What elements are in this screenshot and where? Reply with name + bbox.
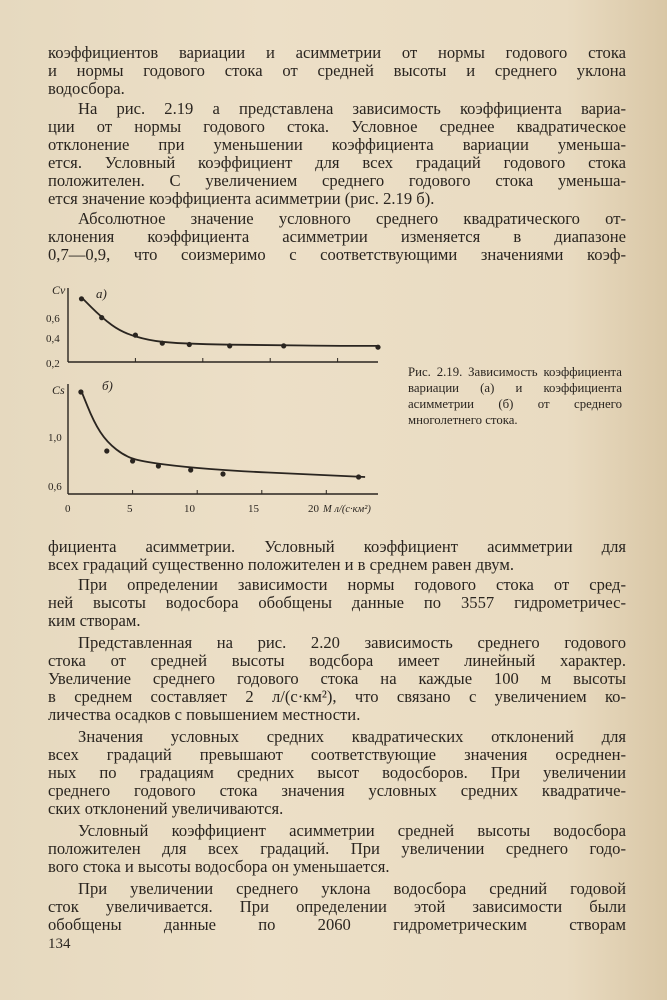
panel-b-ylabel: Cs [52,383,65,397]
figure-2-19 [40,276,420,526]
text-line: всех градаций существенно положителен и в среднем равен двум. [48,555,515,574]
panel-a-point-2 [99,315,104,320]
panel-a-point-4 [160,341,165,346]
paragraph-9 [48,880,626,934]
paragraph-8 [48,822,626,876]
panel-b-xlabel: M л/(с·км²) [323,504,371,515]
text-line: Условный коэффициент асимметрии средней высоты водосбора [78,821,626,840]
paragraph-5 [48,576,626,630]
text-line: положителен. С увеличением среднего годового стока уменьша- [48,171,626,190]
panel-b-xtick-15: 15 [248,503,259,515]
panel-a-point-3 [133,333,138,338]
text-line: ских отклонений увеличиваются. [48,799,284,818]
panel-a-ytick-0-2: 0,2 [46,358,60,370]
text-line: При определении зависимости нормы годового стока от сред- [78,575,626,594]
text-line: водосбора. [48,79,125,98]
figure-svg [40,276,420,526]
text-line: ней высоты водосбора обобщены данные по 3557 гидрометричес- [48,593,626,612]
text-line: Значения условных средних квадратических отклонений для [78,727,626,746]
panel-b-point-3 [130,458,135,463]
text-line: личества осадков с повышением местности. [48,705,361,724]
text-line: всех градаций превышают соответствующие значения осреднен- [48,745,626,764]
panel-a-point-6 [227,343,232,348]
paragraph-1 [48,44,626,98]
paragraph-4 [48,538,626,574]
paragraph-2 [48,100,626,208]
panel-a-point-7 [281,343,286,348]
panel-b-point-4 [156,463,161,468]
panel-a-point-8 [375,345,380,350]
text-line: ных по градациям средних высот водосборов. При увеличении [48,763,626,782]
text-line: На рис. 2.19 а представлена зависимость коэффициента вариа- [78,99,626,118]
panel-b-point-5 [188,467,193,472]
panel-b-point-1 [78,389,83,394]
panel-b-curve [81,390,365,477]
page-number: 134 [48,936,71,952]
panel-b-xtick-0: 0 [65,503,71,515]
panel-b-xtick-10: 10 [184,503,195,515]
text-line: клонения коэффициента асимметрии изменяется в диапазоне [48,227,626,246]
text-line: ется. Условный коэффициент для всех градаций годового стока [48,153,626,172]
text-line: среднего годового стока значения условных средних квадратиче- [48,781,626,800]
text-line: Абсолютное значение условного среднего квадратического от- [78,209,626,228]
text-line: вого стока и высоты водосбора он уменьшается. [48,857,390,876]
panel-a-point-1 [79,296,84,301]
text-line: ется значение коэффициента асимметрии (рис. 2.19 б). [48,189,435,208]
bottom-text-block [48,538,626,934]
text-line: ции от нормы годового стока. Условное среднее квадратическое [48,117,626,136]
paragraph-7 [48,728,626,818]
panel-b-point-2 [104,448,109,453]
panel-a-ytick-0-4: 0,4 [46,333,60,345]
panel-a-curve [82,297,379,346]
text-line: обобщены данные по 2060 гидрометрическим створам [48,915,626,934]
panel-a-label: а) [96,286,107,301]
panel-b-point-7 [356,474,361,479]
text-line: При увеличении среднего уклона водосбора средний годовой [78,879,626,898]
panel-b-ytick-1-0: 1,0 [48,432,62,444]
text-line: ким створам. [48,611,141,630]
paragraph-3 [48,210,626,264]
text-line: Увеличение среднего годового стока на каждые 100 м высоты [48,669,626,688]
text-line: и нормы годового стока от средней высоты и среднего уклона [48,61,626,80]
panel-a-point-5 [187,342,192,347]
panel-a-ytick-0-6: 0,6 [46,313,60,325]
panel-b-point-6 [220,471,225,476]
panel-b-xtick-5: 5 [127,503,133,515]
top-text-block [48,44,626,264]
panel-b [48,378,378,515]
figure-caption: Рис. 2.19. Зависимость коэффициента вариации (а) и коэффициента асимметрии (б) от среднего многолетнего стока. [408,365,622,427]
text-line: сток увеличивается. При определении этой зависимости были [48,897,626,916]
text-line: в среднем составляет 2 л/(с·км²), что связано с увеличением ко- [48,687,626,706]
text-line: отклонение при уменьшении коэффициента вариации уменьша- [48,135,626,154]
panel-a [46,283,381,370]
text-line: фициента асимметрии. Условный коэффициент асимметрии для [48,537,626,556]
panel-b-ytick-0-6: 0,6 [48,481,62,493]
panel-a-ylabel: Cv [52,283,66,297]
text-line: положителен для всех градаций. При увеличении среднего годо- [48,839,626,858]
panel-b-label: б) [102,378,113,393]
text-line: стока от средней высоты водсбора имеет линейный характер. [48,651,626,670]
text-line: коэффициентов вариации и асимметрии от нормы годового стока [48,43,626,62]
panel-b-xtick-20: 20 [308,503,319,515]
paragraph-6 [48,634,626,724]
text-line: 0,7—0,9, что соизмеримо с соответствующими значениями коэф- [48,245,626,264]
text-line: Представленная на рис. 2.20 зависимость среднего годового [78,633,626,652]
